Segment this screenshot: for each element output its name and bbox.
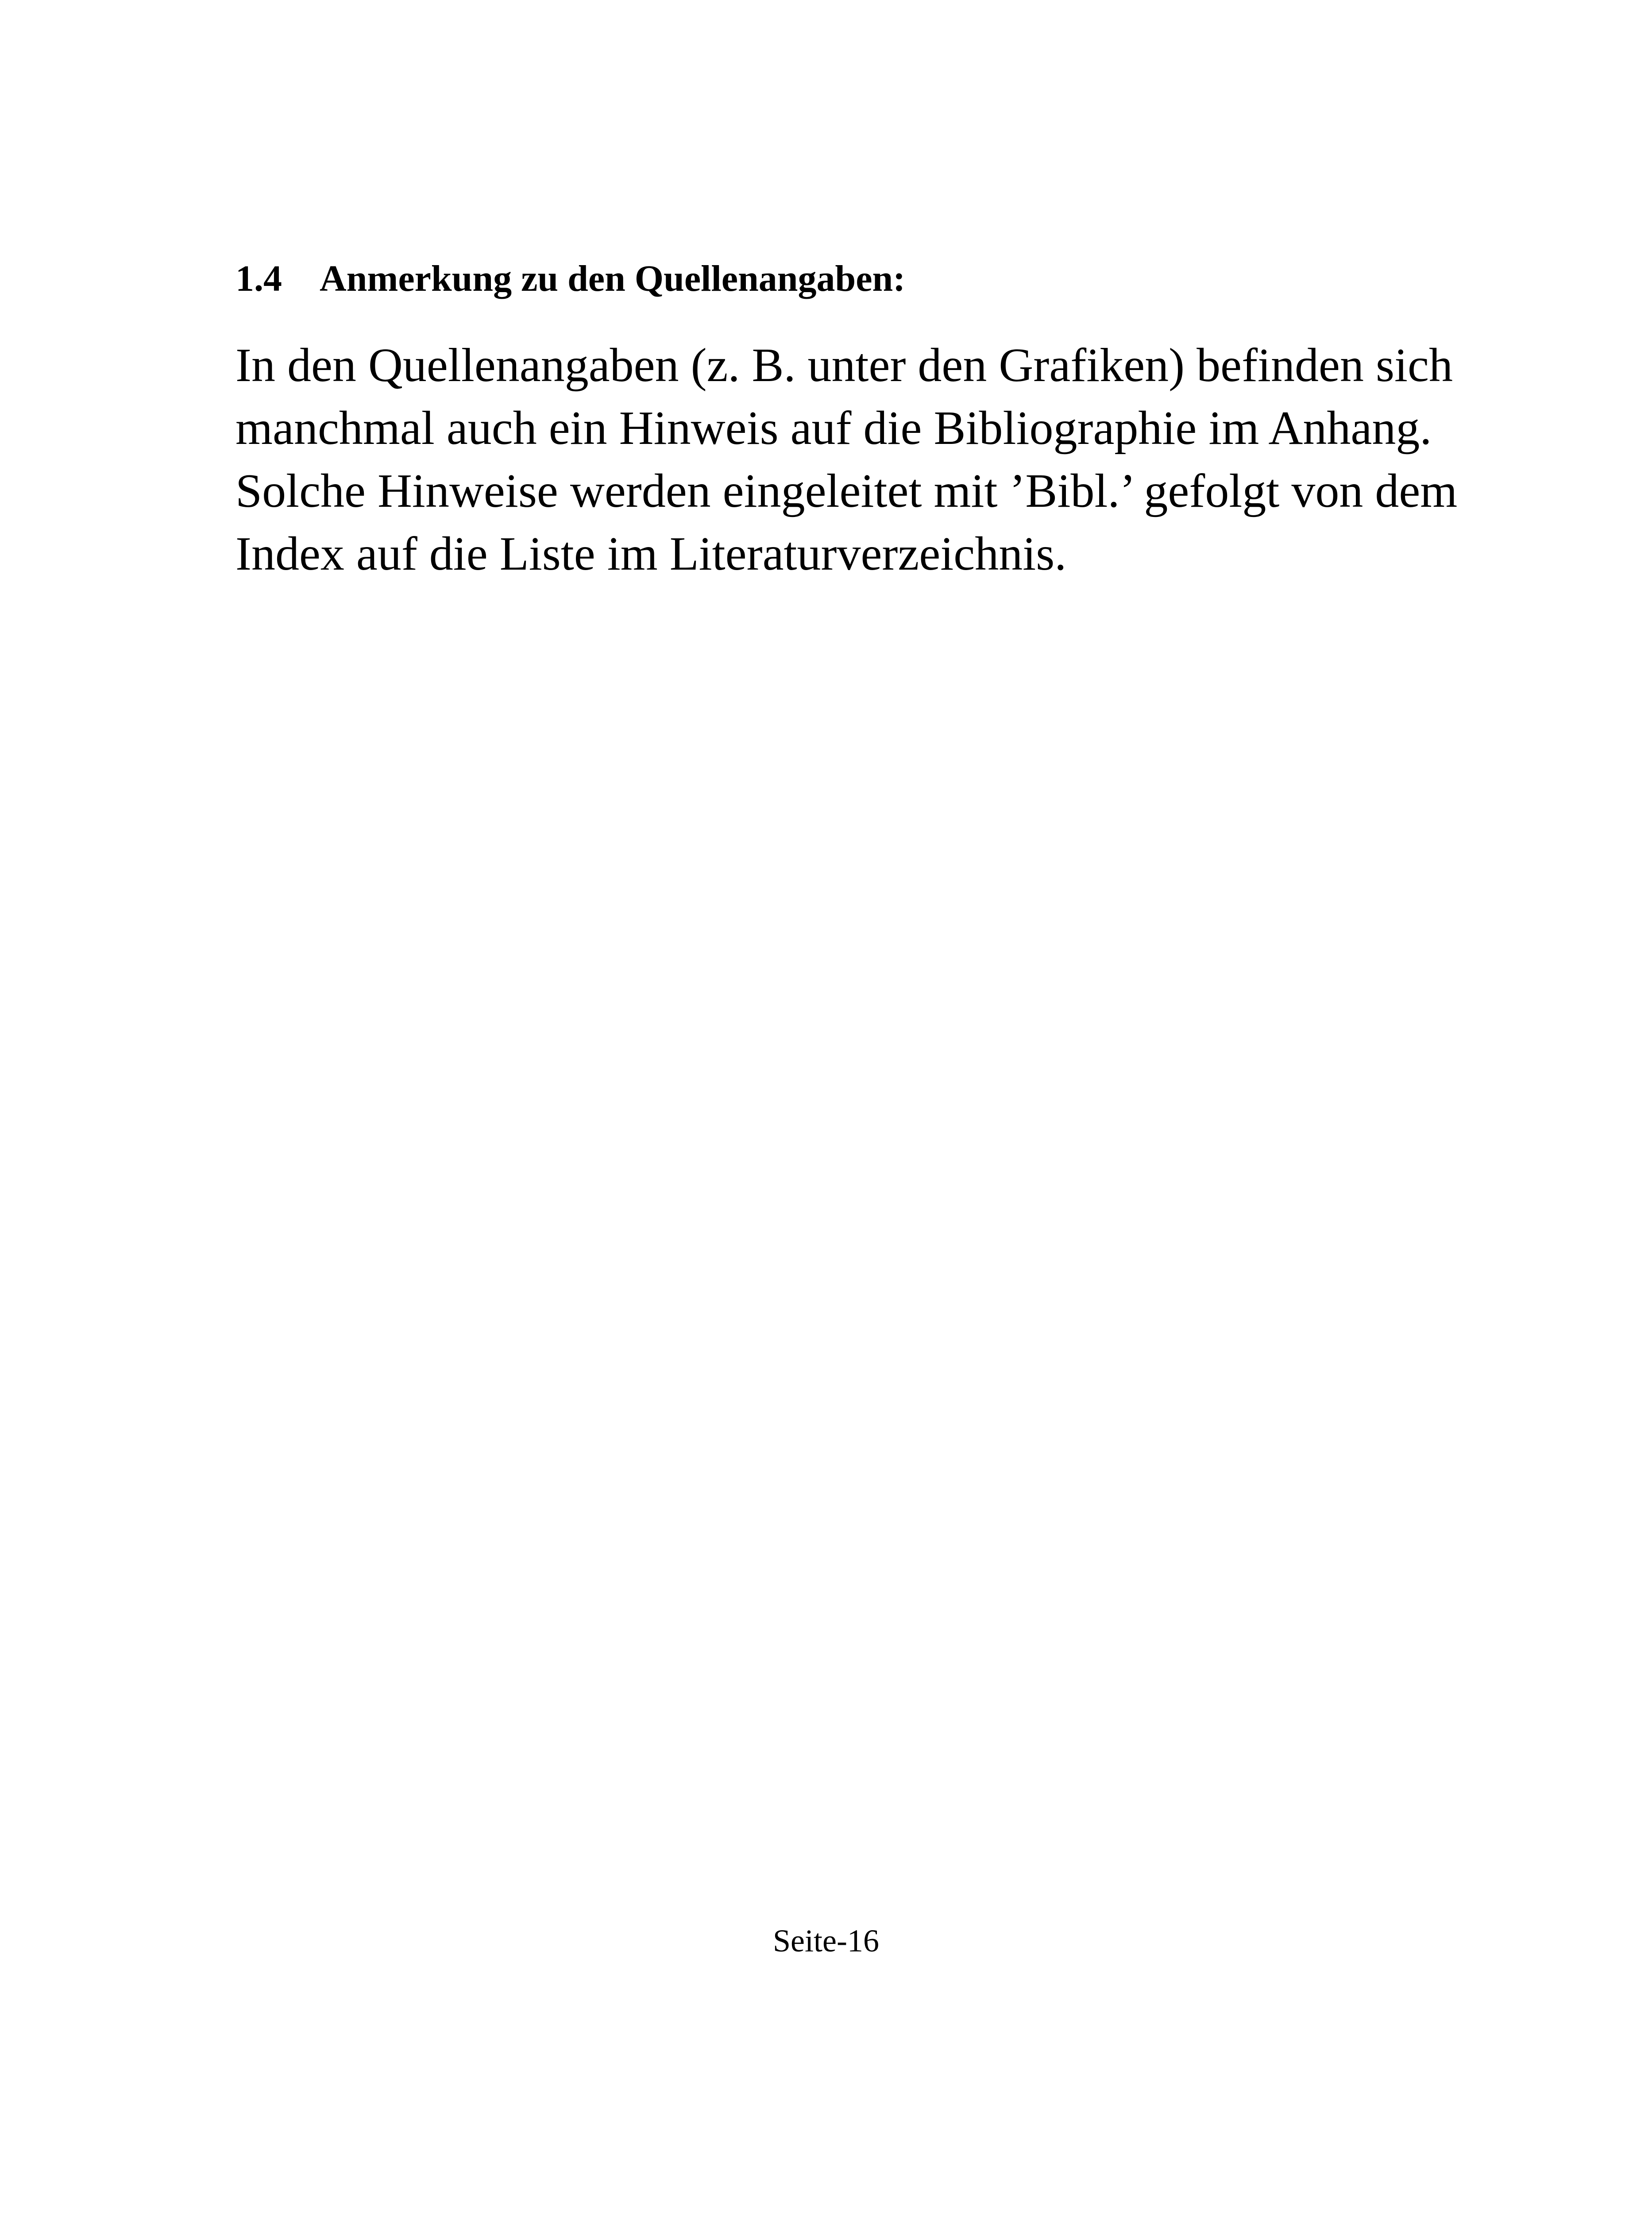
paragraph-line: Index auf die Liste im Literaturverzeichnis. bbox=[235, 528, 1067, 580]
page-number: Seite-16 bbox=[773, 1923, 879, 1959]
section-title: Anmerkung zu den Quellenangaben: bbox=[320, 258, 906, 299]
paragraph-line: In den Quellenangaben (z. B. unter den Grafiken) befinden sich bbox=[235, 339, 1453, 392]
body-paragraph bbox=[235, 334, 1458, 586]
section-number: 1.4 bbox=[235, 258, 282, 299]
section-heading bbox=[235, 252, 1431, 305]
paragraph-line: Solche Hinweise werden eingeleitet mit ’Bibl.’ gefolgt von dem bbox=[235, 465, 1458, 517]
paragraph-line: manchmal auch ein Hinweis auf die Bibliographie im Anhang. bbox=[235, 402, 1432, 455]
